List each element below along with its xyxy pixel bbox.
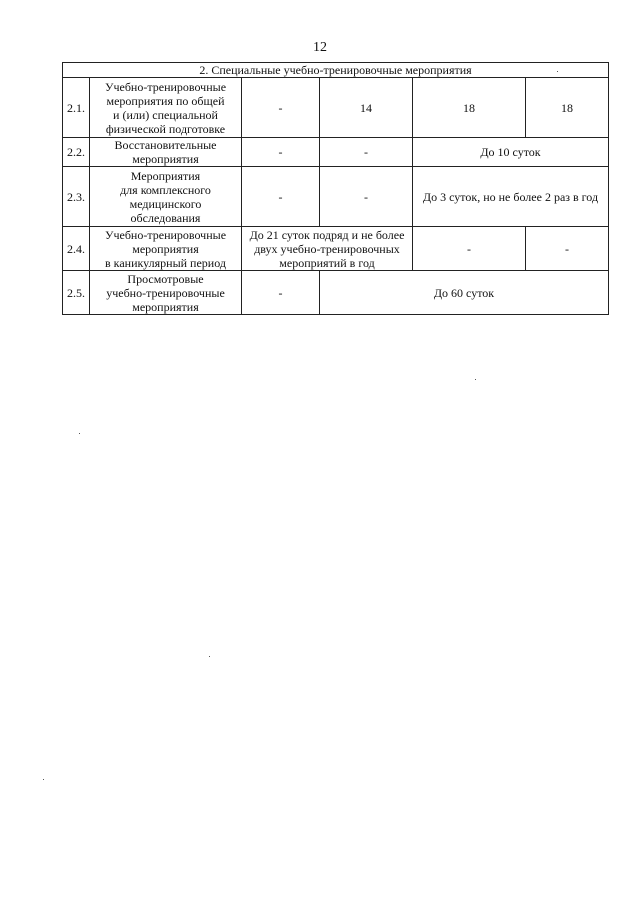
event-name-line: Восстановительные <box>114 138 217 152</box>
table-row <box>63 138 609 167</box>
event-name-line: мероприятия <box>132 299 199 314</box>
event-name-line: Учебно-тренировочные <box>104 79 227 94</box>
event-name-line: в каникулярный период <box>105 255 226 270</box>
event-name-line: мероприятия <box>132 241 199 256</box>
event-name-line: физической подготовке <box>105 121 226 136</box>
table-row <box>63 271 609 315</box>
value-cell: - <box>242 167 320 227</box>
event-name <box>90 271 242 315</box>
event-name-line: и (или) специальной <box>113 107 218 122</box>
section-header-row <box>63 63 609 78</box>
row-number: 2.3. <box>63 167 90 227</box>
value-cell: 18 <box>526 78 609 138</box>
event-name-line: медицинского <box>129 196 202 211</box>
merged-value-cell: До 10 суток <box>413 138 609 167</box>
event-name-line: мероприятия по общей <box>106 93 225 108</box>
event-name <box>90 78 242 138</box>
row-number: 2.5. <box>63 271 90 315</box>
event-name-line: учебно-тренировочные <box>106 285 225 300</box>
page-number: 12 <box>313 40 327 55</box>
event-name-line: мероприятия <box>132 152 199 166</box>
event-name-line: Учебно-тренировочные <box>104 227 227 242</box>
value-cell: - <box>242 271 320 315</box>
scan-speck <box>79 433 80 434</box>
event-name <box>90 138 242 167</box>
merged-value-cell <box>242 227 413 271</box>
section-title: 2. Специальные учебно-тренировочные мероприятия <box>63 63 609 78</box>
table-row <box>63 167 609 227</box>
scan-speck <box>557 71 558 72</box>
value-cell: - <box>242 138 320 167</box>
event-name-line: Мероприятия <box>130 168 201 183</box>
training-events-table <box>62 62 609 315</box>
merged-value-line: До 21 суток подряд и не более <box>249 227 405 242</box>
merged-value-cell: До 3 суток, но не более 2 раз в год <box>413 167 609 227</box>
event-name-line: обследования <box>130 210 201 225</box>
merged-value-cell: До 60 суток <box>320 271 609 315</box>
scan-speck <box>209 656 210 657</box>
value-cell: - <box>320 167 413 227</box>
event-name-line: Просмотровые <box>127 271 204 286</box>
value-cell: 18 <box>413 78 526 138</box>
scan-speck <box>475 379 476 380</box>
row-number: 2.4. <box>63 227 90 271</box>
row-number: 2.1. <box>63 78 90 138</box>
merged-value-line: мероприятий в год <box>279 255 375 270</box>
table-row <box>63 227 609 271</box>
merged-value-line: двух учебно-тренировочных <box>254 241 400 256</box>
event-name-line: для комплексного <box>120 182 211 197</box>
value-cell: - <box>413 227 526 271</box>
scan-speck <box>43 779 44 780</box>
table-row <box>63 78 609 138</box>
event-name <box>90 167 242 227</box>
event-name <box>90 227 242 271</box>
row-number: 2.2. <box>63 138 90 167</box>
value-cell: - <box>526 227 609 271</box>
value-cell: - <box>320 138 413 167</box>
value-cell: 14 <box>320 78 413 138</box>
value-cell: - <box>242 78 320 138</box>
